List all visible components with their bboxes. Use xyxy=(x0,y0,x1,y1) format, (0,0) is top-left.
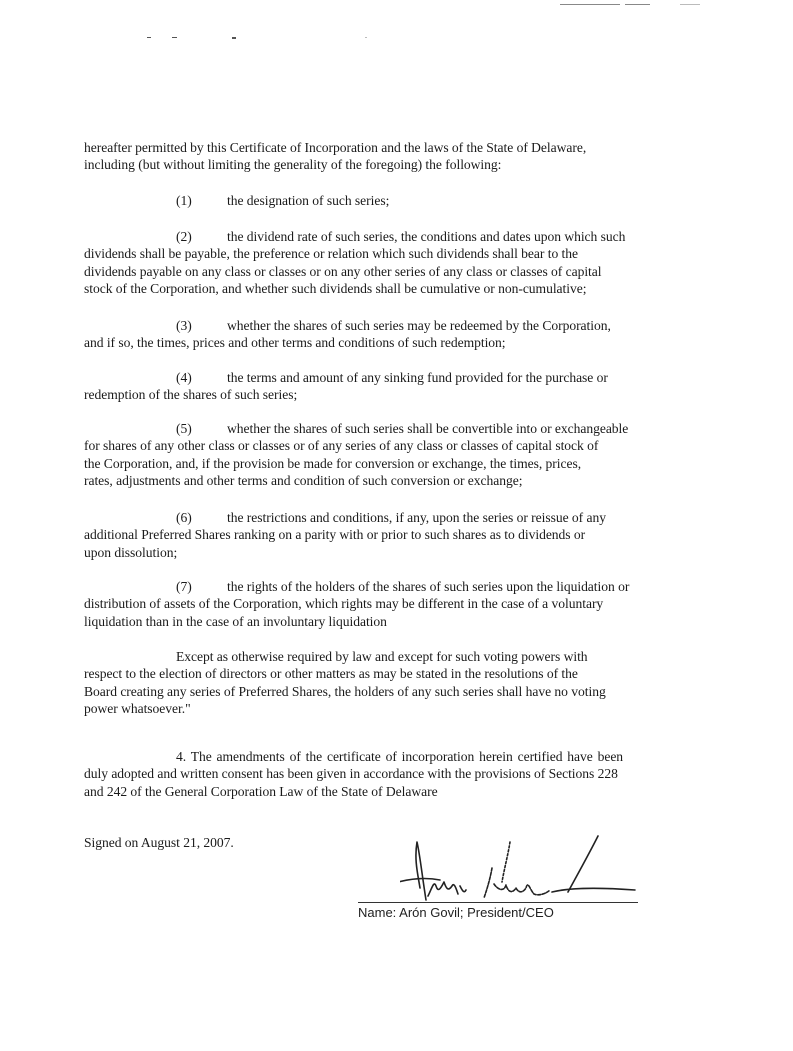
voting-paragraph xyxy=(84,648,724,717)
item-number: (1) xyxy=(176,193,192,208)
scan-artifact xyxy=(147,37,151,38)
signature-stroke xyxy=(568,836,598,892)
item-text: dividends payable on any class or classes or on any other series of any class or classes of capital xyxy=(84,263,602,279)
item-text: rates, adjustments and other terms and condition of such conversion or exchange; xyxy=(84,472,523,488)
item-text: the dividend rate of such series, the conditions and dates upon which such xyxy=(227,229,626,244)
scan-artifact xyxy=(680,4,700,5)
list-item-5 xyxy=(84,420,724,489)
list-item-4 xyxy=(84,369,724,404)
signature-stroke xyxy=(400,879,440,882)
item-text: whether the shares of such series shall be convertible into or exchangeable xyxy=(227,421,629,436)
handwritten-signature xyxy=(400,830,640,910)
list-item-3 xyxy=(84,317,724,352)
list-item-1 xyxy=(84,192,724,209)
item-number: (2) xyxy=(176,229,192,244)
intro-paragraph xyxy=(84,139,724,174)
item-text: the restrictions and conditions, if any, upon the series or reissue of any xyxy=(227,510,606,525)
item-number: (3) xyxy=(176,318,192,333)
scan-artifact xyxy=(365,37,367,38)
item-text: the Corporation, and, if the provision be made for conversion or exchange, the times, prices, xyxy=(84,455,582,471)
item-text: for shares of any other class or classes or of any series of any class or classes of capital stock of xyxy=(84,438,599,454)
intro-line: including (but without limiting the generality of the foregoing) the following: xyxy=(84,157,502,173)
item-text: liquidation than in the case of an involuntary liquidation xyxy=(84,613,387,629)
paragraph-line: 4. The amendments of the certificate of incorporation herein certified have been xyxy=(176,749,624,764)
paragraph-line: and 242 of the General Corporation Law of the State of Delaware xyxy=(84,783,438,799)
signature-stroke xyxy=(484,868,550,898)
item-number: (4) xyxy=(176,370,192,385)
signature-stroke xyxy=(502,842,510,882)
item-text: the terms and amount of any sinking fund provided for the purchase or xyxy=(227,370,608,385)
list-item-2 xyxy=(84,228,724,297)
item-text: redemption of the shares of such series; xyxy=(84,387,298,403)
signature-stroke xyxy=(552,888,635,892)
item-text: and if so, the times, prices and other terms and conditions of such redemption; xyxy=(84,335,506,351)
paragraph-line: power whatsoever." xyxy=(84,700,191,716)
item-text: whether the shares of such series may be redeemed by the Corporation, xyxy=(227,318,611,333)
scan-artifact xyxy=(172,37,177,38)
list-item-7 xyxy=(84,578,724,630)
paragraph-line: duly adopted and written consent has been given in accordance with the provisions of Sections 228 xyxy=(84,766,618,782)
item-text: the designation of such series; xyxy=(227,193,390,208)
signature-stroke xyxy=(416,842,426,900)
item-text: dividends shall be payable, the preference or relation which such dividends shall bear to the xyxy=(84,246,578,262)
item-number: (5) xyxy=(176,421,192,436)
list-item-6 xyxy=(84,509,724,561)
signed-on-text: Signed on August 21, 2007. xyxy=(84,835,234,850)
paragraph-line: Board creating any series of Preferred Shares, the holders of any such series shall have no voting xyxy=(84,683,606,699)
item-text: the rights of the holders of the shares of such series upon the liquidation or xyxy=(227,579,630,594)
item-number: (6) xyxy=(176,510,192,525)
item-text: upon dissolution; xyxy=(84,544,178,560)
signature-line xyxy=(358,902,638,903)
item-text: distribution of assets of the Corporation, which rights may be different in the case of a voluntary xyxy=(84,596,604,612)
signatory-name: Name: Arón Govil; President/CEO xyxy=(358,905,554,920)
scan-artifact xyxy=(232,37,236,39)
scan-artifact xyxy=(560,4,620,5)
paragraph-line: respect to the election of directors or other matters as may be stated in the resolutions of the xyxy=(84,666,578,682)
item-text: additional Preferred Shares ranking on a parity with or prior to such shares as to dividends or xyxy=(84,527,586,543)
section-4-paragraph xyxy=(84,748,724,800)
paragraph-line: Except as otherwise required by law and except for such voting powers with xyxy=(176,649,588,664)
intro-line: hereafter permitted by this Certificate of Incorporation and the laws of the State of Delaware, xyxy=(84,140,587,155)
item-number: (7) xyxy=(176,579,192,594)
scan-artifact xyxy=(625,4,650,5)
item-text: stock of the Corporation, and whether such dividends shall be cumulative or non-cumulative; xyxy=(84,280,587,296)
signature-stroke xyxy=(428,882,466,896)
